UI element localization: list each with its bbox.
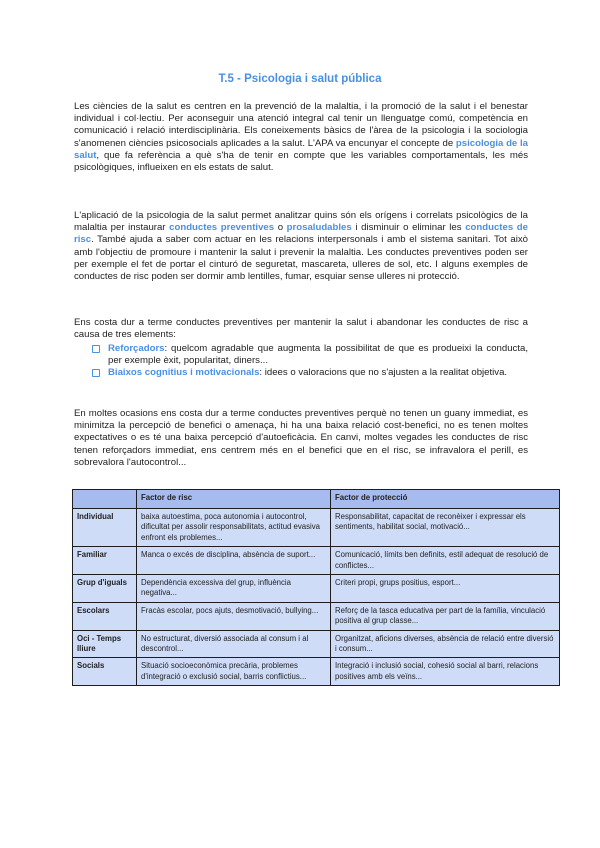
risk-cell: Situació socioeconòmica precària, problemes d'integració o exclusió social, barris conflictius...: [137, 658, 331, 686]
risk-protection-table: [72, 489, 560, 686]
text-run: Les ciències de la salut es centren en la prevenció de la malaltia, i la promoció de la salut i el benestar individual i col·lectiu. Per aconseguir una atenció integral cal tenir un llenguatge comú, competència en comunicació i relació interdisciplinària. Els coneixements bàsics de l'àrea de la psicologia i la sociologia s'anomenen ciències psicosocials aplicades a la salut. L'APA va encunyar el concepte de: [74, 101, 528, 149]
table-row: [73, 509, 560, 547]
table-row: [73, 575, 560, 603]
text-run: . També ajuda a saber com actuar en les relacions interpersonals i amb el sistema sanitari. Tot això amb l'objectiu de promoure i mantenir la salut i prevenir la malaltia. Les conductes preventives poden ser per exemple el fet de portar el cinturó de seguretat, mascareta, ulleres de sol, etc. I alguns exemples de conductes de risc poden ser dormir amb lentilles, fumar, esquiar sense ulleres ni protecció.: [74, 234, 528, 283]
row-label: Escolars: [73, 602, 137, 630]
table-header-cell: Factor de risc: [137, 490, 331, 509]
list-item: [92, 343, 528, 367]
list-item-term: Reforçadors: [108, 343, 165, 354]
text-run: i disminuir o eliminar les: [351, 222, 466, 234]
row-label: Grup d'iguals: [73, 575, 137, 603]
highlight-term: conductes preventives: [169, 222, 275, 234]
elements-list: [92, 343, 528, 380]
page-title: T.5 - Psicologia i salut pública: [218, 73, 382, 85]
application-paragraph: [74, 210, 528, 283]
highlight-term: prosaludables: [286, 222, 352, 234]
list-item-text: : idees o valoracions que no s'ajusten a la realitat objetiva.: [259, 367, 508, 379]
risk-cell: Fracàs escolar, pocs ajuts, desmotivació, bullying...: [137, 602, 331, 630]
checkbox-icon: [92, 345, 100, 353]
risk-cell: baixa autoestima, poca autonomia i autocontrol, dificultat per assolir responsabilitats, actitud evasiva enfront els problemes...: [137, 509, 331, 547]
text-run: o: [274, 222, 287, 234]
intro-paragraph: [74, 101, 528, 174]
risk-cell: Manca o excés de disciplina, absència de suport...: [137, 547, 331, 575]
table-row: [73, 630, 560, 658]
table-row: [73, 547, 560, 575]
list-item-term: Biaixos cognitius i motivacionals: [108, 367, 260, 379]
protection-cell: Responsabilitat, capacitat de reconèixer i expressar els sentiments, habilitat social, motivació...: [331, 509, 560, 547]
checkbox-icon: [92, 369, 100, 377]
protection-cell: Reforç de la tasca educativa per part de la família, vinculació positiva al grup classe...: [331, 602, 560, 630]
row-label: Oci - Temps lliure: [73, 630, 137, 658]
table-header-cell: Factor de protecció: [331, 490, 560, 509]
table-row: [73, 602, 560, 630]
highlight-term: conductes de risc: [74, 222, 528, 246]
row-label: Individual: [73, 509, 137, 547]
protection-cell: Criteri propi, grups positius, esport...: [331, 575, 560, 603]
text-run: , que fa referència a què s'ha de tenir en compte que les variables comportamentals, les més psicològiques, influeixen en els estats de salut.: [74, 149, 528, 174]
risk-cell: Dependència excessiva del grup, influència negativa...: [137, 575, 331, 603]
conclusion-paragraph: En moltes ocasions ens costa dur a terme conductes preventives perquè no tenen un guany immediat, es minimitza la percepció de benefici o amenaça, hi ha una baixa relació cost-benefici, no es tenen moltes expectatives o es té una baixa percepció d'autoeficàcia. En canvi, moltes vegades les conductes de risc tenen reforçadors immediat, ens centrem més en el benefici que en el risc, se infravalora el perill, es sobrevalora l'autocontrol...: [74, 408, 528, 468]
table-header-cell: [73, 490, 137, 509]
protection-cell: Integració i inclusió social, cohesió social al barri, relacions positives amb els veïns...: [331, 658, 560, 686]
table-row: [73, 658, 560, 686]
protection-cell: Comunicació, límits ben definits, estil adequat de resolució de conflictes...: [331, 547, 560, 575]
protection-cell: Organitzat, aficions diverses, absència de relació entre diversió i consum...: [331, 630, 560, 658]
elements-intro-paragraph: Ens costa dur a terme conductes preventives per mantenir la salut i abandonar les conductes de risc a causa de tres elements:: [74, 317, 528, 341]
row-label: Socials: [73, 658, 137, 686]
list-item-text: : quelcom agradable que augmenta la possibilitat de que es produeixi la conducta, per exemple èxit, popularitat, diners...: [108, 343, 528, 367]
table-header-row: [73, 490, 560, 509]
risk-cell: No estructurat, diversió associada al consum i al descontrol...: [137, 630, 331, 658]
highlight-term: psicologia de la salut: [74, 137, 528, 161]
text-run: L'aplicació de la psicologia de la salut permet analitzar quins són els orígens i correlats psicològics de la malaltia per instaurar: [74, 210, 528, 234]
list-item: [92, 367, 528, 379]
row-label: Familiar: [73, 547, 137, 575]
